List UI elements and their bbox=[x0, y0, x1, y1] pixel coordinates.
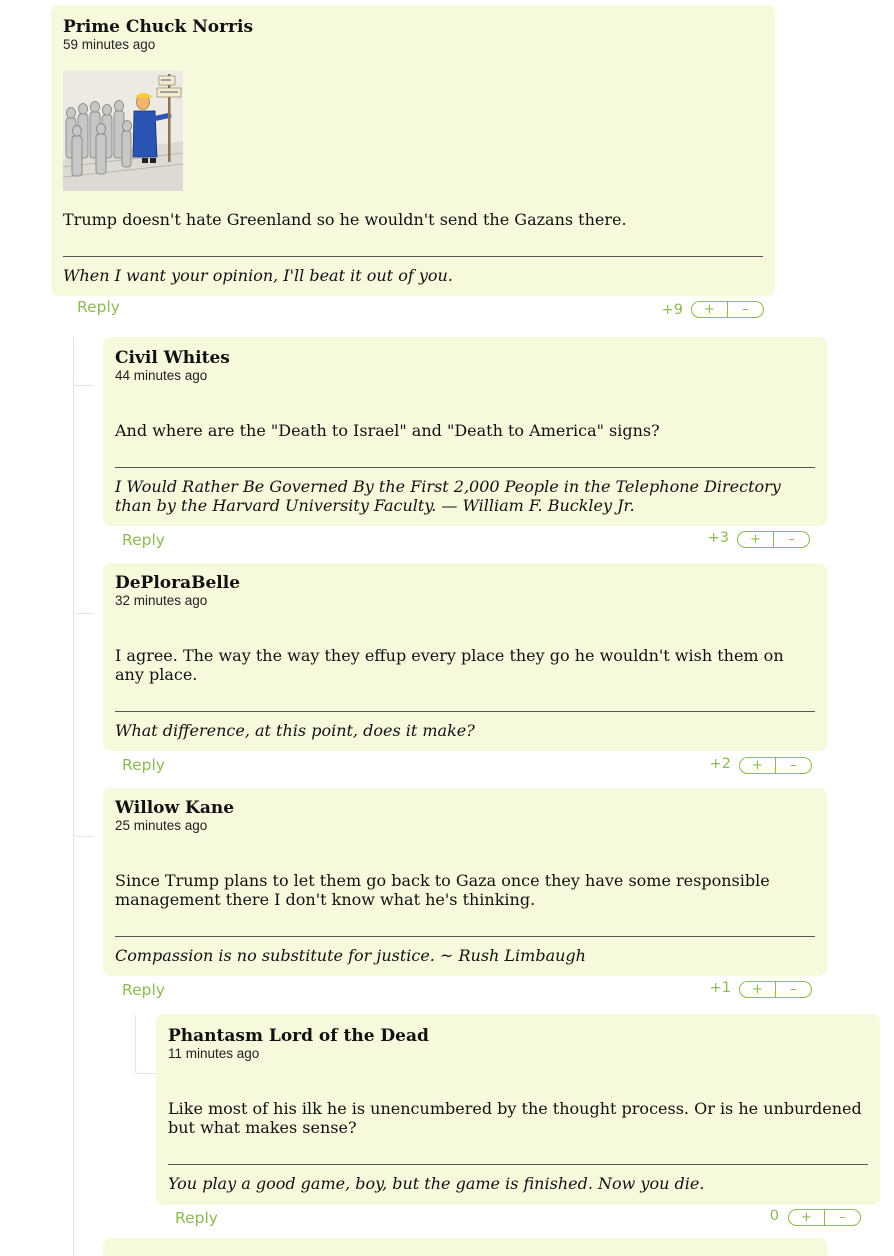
vote-score: 0 bbox=[769, 1208, 779, 1224]
reply-button[interactable]: Reply bbox=[77, 298, 120, 316]
comment-author[interactable]: DePloraBelle bbox=[115, 573, 241, 593]
vote-score: +9 bbox=[661, 302, 683, 318]
plus-icon: + bbox=[752, 758, 763, 773]
comment-author[interactable]: Phantasm Lord of the Dead bbox=[168, 1026, 429, 1046]
upvote-button[interactable] bbox=[738, 532, 773, 547]
comment-body: Like most of his ilk he is unencumbered by the thought process. Or is he unburdened but what makes sense? bbox=[168, 1099, 862, 1137]
comment-signature: Compassion is no substitute for justice. ~ Rush Limbaugh bbox=[115, 946, 586, 965]
plus-icon: + bbox=[704, 302, 715, 317]
cartoon-image[interactable] bbox=[63, 71, 183, 191]
downvote-button[interactable] bbox=[824, 1210, 860, 1225]
comment-signature: What difference, at this point, does it make? bbox=[115, 721, 475, 740]
comment-author[interactable]: Civil Whites bbox=[115, 348, 230, 368]
vote-control bbox=[739, 981, 812, 998]
reply-button[interactable]: Reply bbox=[175, 1209, 218, 1227]
comment-timestamp: 59 minutes ago bbox=[63, 37, 156, 52]
comment-timestamp: 25 minutes ago bbox=[115, 818, 208, 833]
minus-icon: – bbox=[790, 758, 797, 773]
vote-control bbox=[737, 531, 810, 548]
comment-card-partial bbox=[103, 1238, 827, 1256]
comment-body: I agree. The way the way they effup every place they go he wouldn't wish them on any place. bbox=[115, 646, 784, 684]
vote-control bbox=[691, 301, 764, 318]
vote-score: +3 bbox=[707, 530, 729, 546]
minus-icon: – bbox=[790, 982, 797, 997]
plus-icon: + bbox=[801, 1210, 812, 1225]
comment-timestamp: 11 minutes ago bbox=[168, 1046, 260, 1061]
downvote-button[interactable] bbox=[775, 982, 811, 997]
downvote-button[interactable] bbox=[773, 532, 809, 547]
vote-score: +1 bbox=[709, 980, 731, 996]
upvote-button[interactable] bbox=[692, 302, 727, 317]
comment-author[interactable]: Prime Chuck Norris bbox=[63, 17, 254, 37]
comment-author[interactable]: Willow Kane bbox=[115, 798, 235, 818]
minus-icon: – bbox=[788, 532, 795, 547]
minus-icon: – bbox=[742, 302, 749, 317]
signature-divider bbox=[115, 936, 815, 937]
upvote-button[interactable] bbox=[740, 982, 775, 997]
thread-elbow bbox=[73, 790, 94, 837]
comment-body: Trump doesn't hate Greenland so he wouldn't send the Gazans there. bbox=[63, 210, 627, 229]
thread-elbow bbox=[73, 337, 94, 386]
comment-timestamp: 32 minutes ago bbox=[115, 593, 208, 608]
comment-body: And where are the "Death to Israel" and "Death to America" signs? bbox=[115, 421, 660, 440]
upvote-button[interactable] bbox=[740, 758, 775, 773]
signature-divider bbox=[115, 711, 815, 712]
comment-signature: You play a good game, boy, but the game is finished. Now you die. bbox=[168, 1174, 705, 1193]
reply-button[interactable]: Reply bbox=[122, 981, 165, 999]
vote-control bbox=[788, 1209, 861, 1226]
thread-elbow bbox=[135, 1015, 156, 1074]
signature-divider bbox=[115, 467, 815, 468]
minus-icon: – bbox=[839, 1210, 846, 1225]
vote-control bbox=[739, 757, 812, 774]
signature-divider bbox=[63, 256, 763, 257]
signature-divider bbox=[168, 1164, 868, 1165]
downvote-button[interactable] bbox=[775, 758, 811, 773]
vote-score: +2 bbox=[709, 756, 731, 772]
upvote-button[interactable] bbox=[789, 1210, 824, 1225]
comment-signature: I Would Rather Be Governed By the First 2,000 People in the Telephone Directory than by the Harvard University Faculty. — William F. Buckley Jr. bbox=[115, 477, 781, 515]
thread-elbow bbox=[73, 565, 94, 614]
reply-button[interactable]: Reply bbox=[122, 531, 165, 549]
comment-timestamp: 44 minutes ago bbox=[115, 368, 208, 383]
downvote-button[interactable] bbox=[727, 302, 763, 317]
reply-button[interactable]: Reply bbox=[122, 756, 165, 774]
plus-icon: + bbox=[752, 982, 763, 997]
comment-signature: When I want your opinion, I'll beat it out of you. bbox=[63, 266, 453, 285]
plus-icon: + bbox=[750, 532, 761, 547]
comment-body: Since Trump plans to let them go back to Gaza once they have some responsible management there I don't know what he's thinking. bbox=[115, 871, 770, 909]
